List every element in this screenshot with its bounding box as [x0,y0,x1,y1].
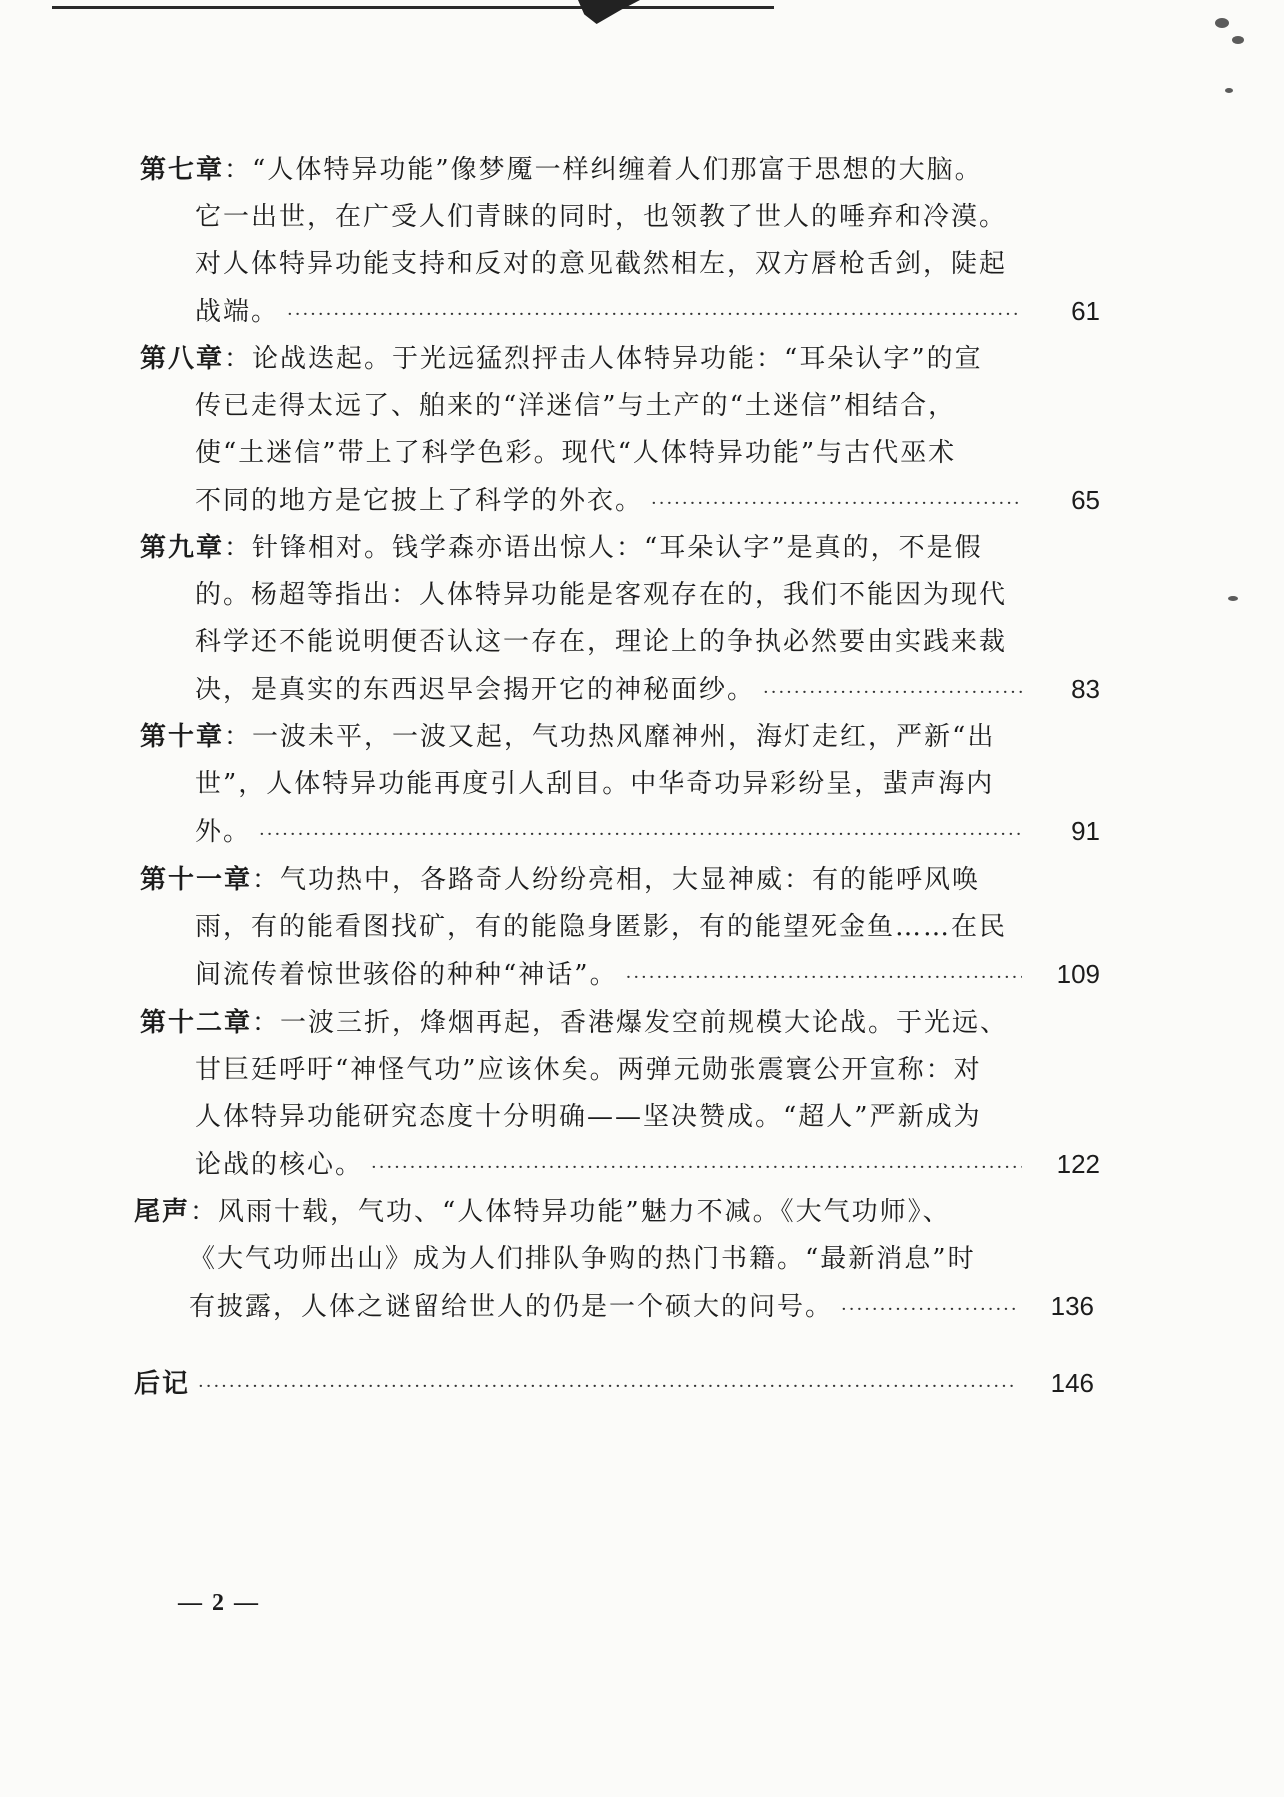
entry-text: 论战迭起。于光远猛烈抨击人体特异功能：“耳朵认字”的宣 [252,344,983,374]
page-number: 109 [1056,959,1100,989]
scan-noise [1232,36,1244,44]
scan-noise [1225,88,1233,93]
toc-entry: 第十二章：一波三折，烽烟再起，香港爆发空前规模大论战。于光远、 甘巨廷呼吁“神怪气功”应该休矣。两弹元勋张震寰公开宣称：对 人体特异功能研究态度十分明确——坚决赞成。“超人”严新成为 论战的核心。 ····· 122 [140,1000,1100,1191]
dot-leader [841,1286,1016,1333]
entry-text: 的。杨超等指出：人体特异功能是客观存在的，我们不能因为现代 [195,580,1008,610]
dot-leader [198,1363,1016,1410]
page-number: 83 [1071,674,1100,704]
entry-text: 世”，人体特异功能再度引人刮目。中华奇功异彩纷呈，蜚声海内 [195,769,995,799]
entry-text: 人体特异功能研究态度十分明确——坚决赞成。“超人”严新成为 [195,1102,982,1132]
entry-text: 间流传着惊世骇俗的种种“神话”。 [195,960,618,990]
toc-entry: 第九章：针锋相对。钱学森亦语出惊人：“耳朵认字”是真的，不是假 的。杨超等指出：人体特异功能是客观存在的，我们不能因为现代 科学还不能说明便否认这一存在，理论上的争执必然要由实践来裁 决，是真实的东西迟早会揭开它的神秘面纱。 ····· 83 [140,525,1100,716]
toc-entry [134,1360,1094,1410]
entry-text: 使“土迷信”带上了科学色彩。现代“人体特异功能”与古代巫术 [195,438,957,468]
page-footer: — 2 — [178,1590,260,1616]
entry-text: 它一出世，在广受人们青睐的同时，也领教了世人的唾弃和冷漠。 [195,202,1008,232]
chapter-heading: 第十一章 [140,865,253,895]
chapter-heading: 第十章 [140,722,225,752]
entry-text: 气功热中，各路奇人纷纷亮相，大显神威：有的能呼风唤 [280,865,981,895]
toc-entry: 尾声：风雨十载，气功、“人体特异功能”魅力不减。《大气功师》、 《大气功师出山》成为人们排队争购的热门书籍。“最新消息”时 有披露，人体之谜留给世人的仍是一个硕大的问号。 ····· 136 [134,1189,1094,1333]
entry-text: 外。 [195,817,252,847]
chapter-heading: 第九章 [140,533,225,563]
entry-text: 不同的地方是它披上了科学的外衣。 [195,486,644,516]
dot-leader [259,811,1022,858]
scan-noise [1228,596,1238,601]
entry-text: 论战的核心。 [195,1150,364,1180]
page-number: 146 [1050,1368,1094,1398]
entry-text: “人体特异功能”像梦魇一样纠缠着人们那富于思想的大脑。 [252,155,983,185]
page-number: 136 [1050,1291,1094,1321]
page-number: 65 [1071,485,1100,515]
toc-entry: 第七章：“人体特异功能”像梦魇一样纠缠着人们那富于思想的大脑。 它一出世，在广受人们青睐的同时，也领教了世人的唾弃和冷漠。 对人体特异功能支持和反对的意见截然相左，双方唇枪舌剑，陡起 战端。 ····· 61 [140,147,1100,338]
entry-text: 有披露，人体之谜留给世人的仍是一个硕大的问号。 [189,1292,834,1322]
chapter-heading: 第七章 [140,155,225,185]
entry-text: 《大气功师出山》成为人们排队争购的热门书籍。“最新消息”时 [189,1244,976,1274]
dot-leader [651,480,1022,527]
chapter-heading: 第十二章 [140,1008,253,1038]
dot-leader [287,291,1022,338]
entry-text: 针锋相对。钱学森亦语出惊人：“耳朵认字”是真的，不是假 [252,533,983,563]
entry-text: 甘巨廷呼吁“神怪气功”应该休矣。两弹元勋张震寰公开宣称：对 [195,1055,982,1085]
scan-blot [578,0,640,24]
entry-text: 雨，有的能看图找矿，有的能隐身匿影，有的能望死金鱼……在民 [195,912,1008,942]
dot-leader [371,1144,1022,1191]
dot-leader [763,669,1022,716]
toc-entry: 第十一章：气功热中，各路奇人纷纷亮相，大显神威：有的能呼风唤 雨，有的能看图找矿，有的能隐身匿影，有的能望死金鱼……在民 间流传着惊世骇俗的种种“神话”。 ····· 109 [140,857,1100,1001]
scan-noise [1215,18,1229,28]
page-number: 122 [1056,1149,1100,1179]
page-number: 61 [1071,296,1100,326]
chapter-heading: 后记 [134,1369,191,1399]
entry-text: 传已走得太远了、舶来的“洋迷信”与土产的“土迷信”相结合， [195,391,957,421]
page-number: 91 [1071,816,1100,846]
entry-text: 风雨十载，气功、“人体特异功能”魅力不减。《大气功师》、 [218,1197,951,1227]
dot-leader [626,954,1022,1001]
entry-text: 一波未平，一波又起，气功热风靡神州，海灯走红，严新“出 [252,722,996,752]
entry-text: 战端。 [195,297,280,327]
chapter-heading: 第八章 [140,344,225,374]
entry-text: 对人体特异功能支持和反对的意见截然相左，双方唇枪舌剑，陡起 [195,249,1008,279]
entry-text: 一波三折，烽烟再起，香港爆发空前规模大论战。于光远、 [280,1008,1009,1038]
top-border-line [52,6,774,9]
toc-entry: 第十章：一波未平，一波又起，气功热风靡神州，海灯走红，严新“出 世”，人体特异功能再度引人刮目。中华奇功异彩纷呈，蜚声海内 外。 ····· 91 [140,714,1100,858]
entry-text: 科学还不能说明便否认这一存在，理论上的争执必然要由实践来裁 [195,627,1008,657]
toc-entry: 第八章：论战迭起。于光远猛烈抨击人体特异功能：“耳朵认字”的宣 传已走得太远了、舶来的“洋迷信”与土产的“土迷信”相结合， 使“土迷信”带上了科学色彩。现代“人体特异功能”与古代巫术 不同的地方是它披上了科学的外衣。 ····· 65 [140,336,1100,527]
chapter-heading: 尾声 [134,1197,191,1227]
entry-text: 决，是真实的东西迟早会揭开它的神秘面纱。 [195,675,756,705]
